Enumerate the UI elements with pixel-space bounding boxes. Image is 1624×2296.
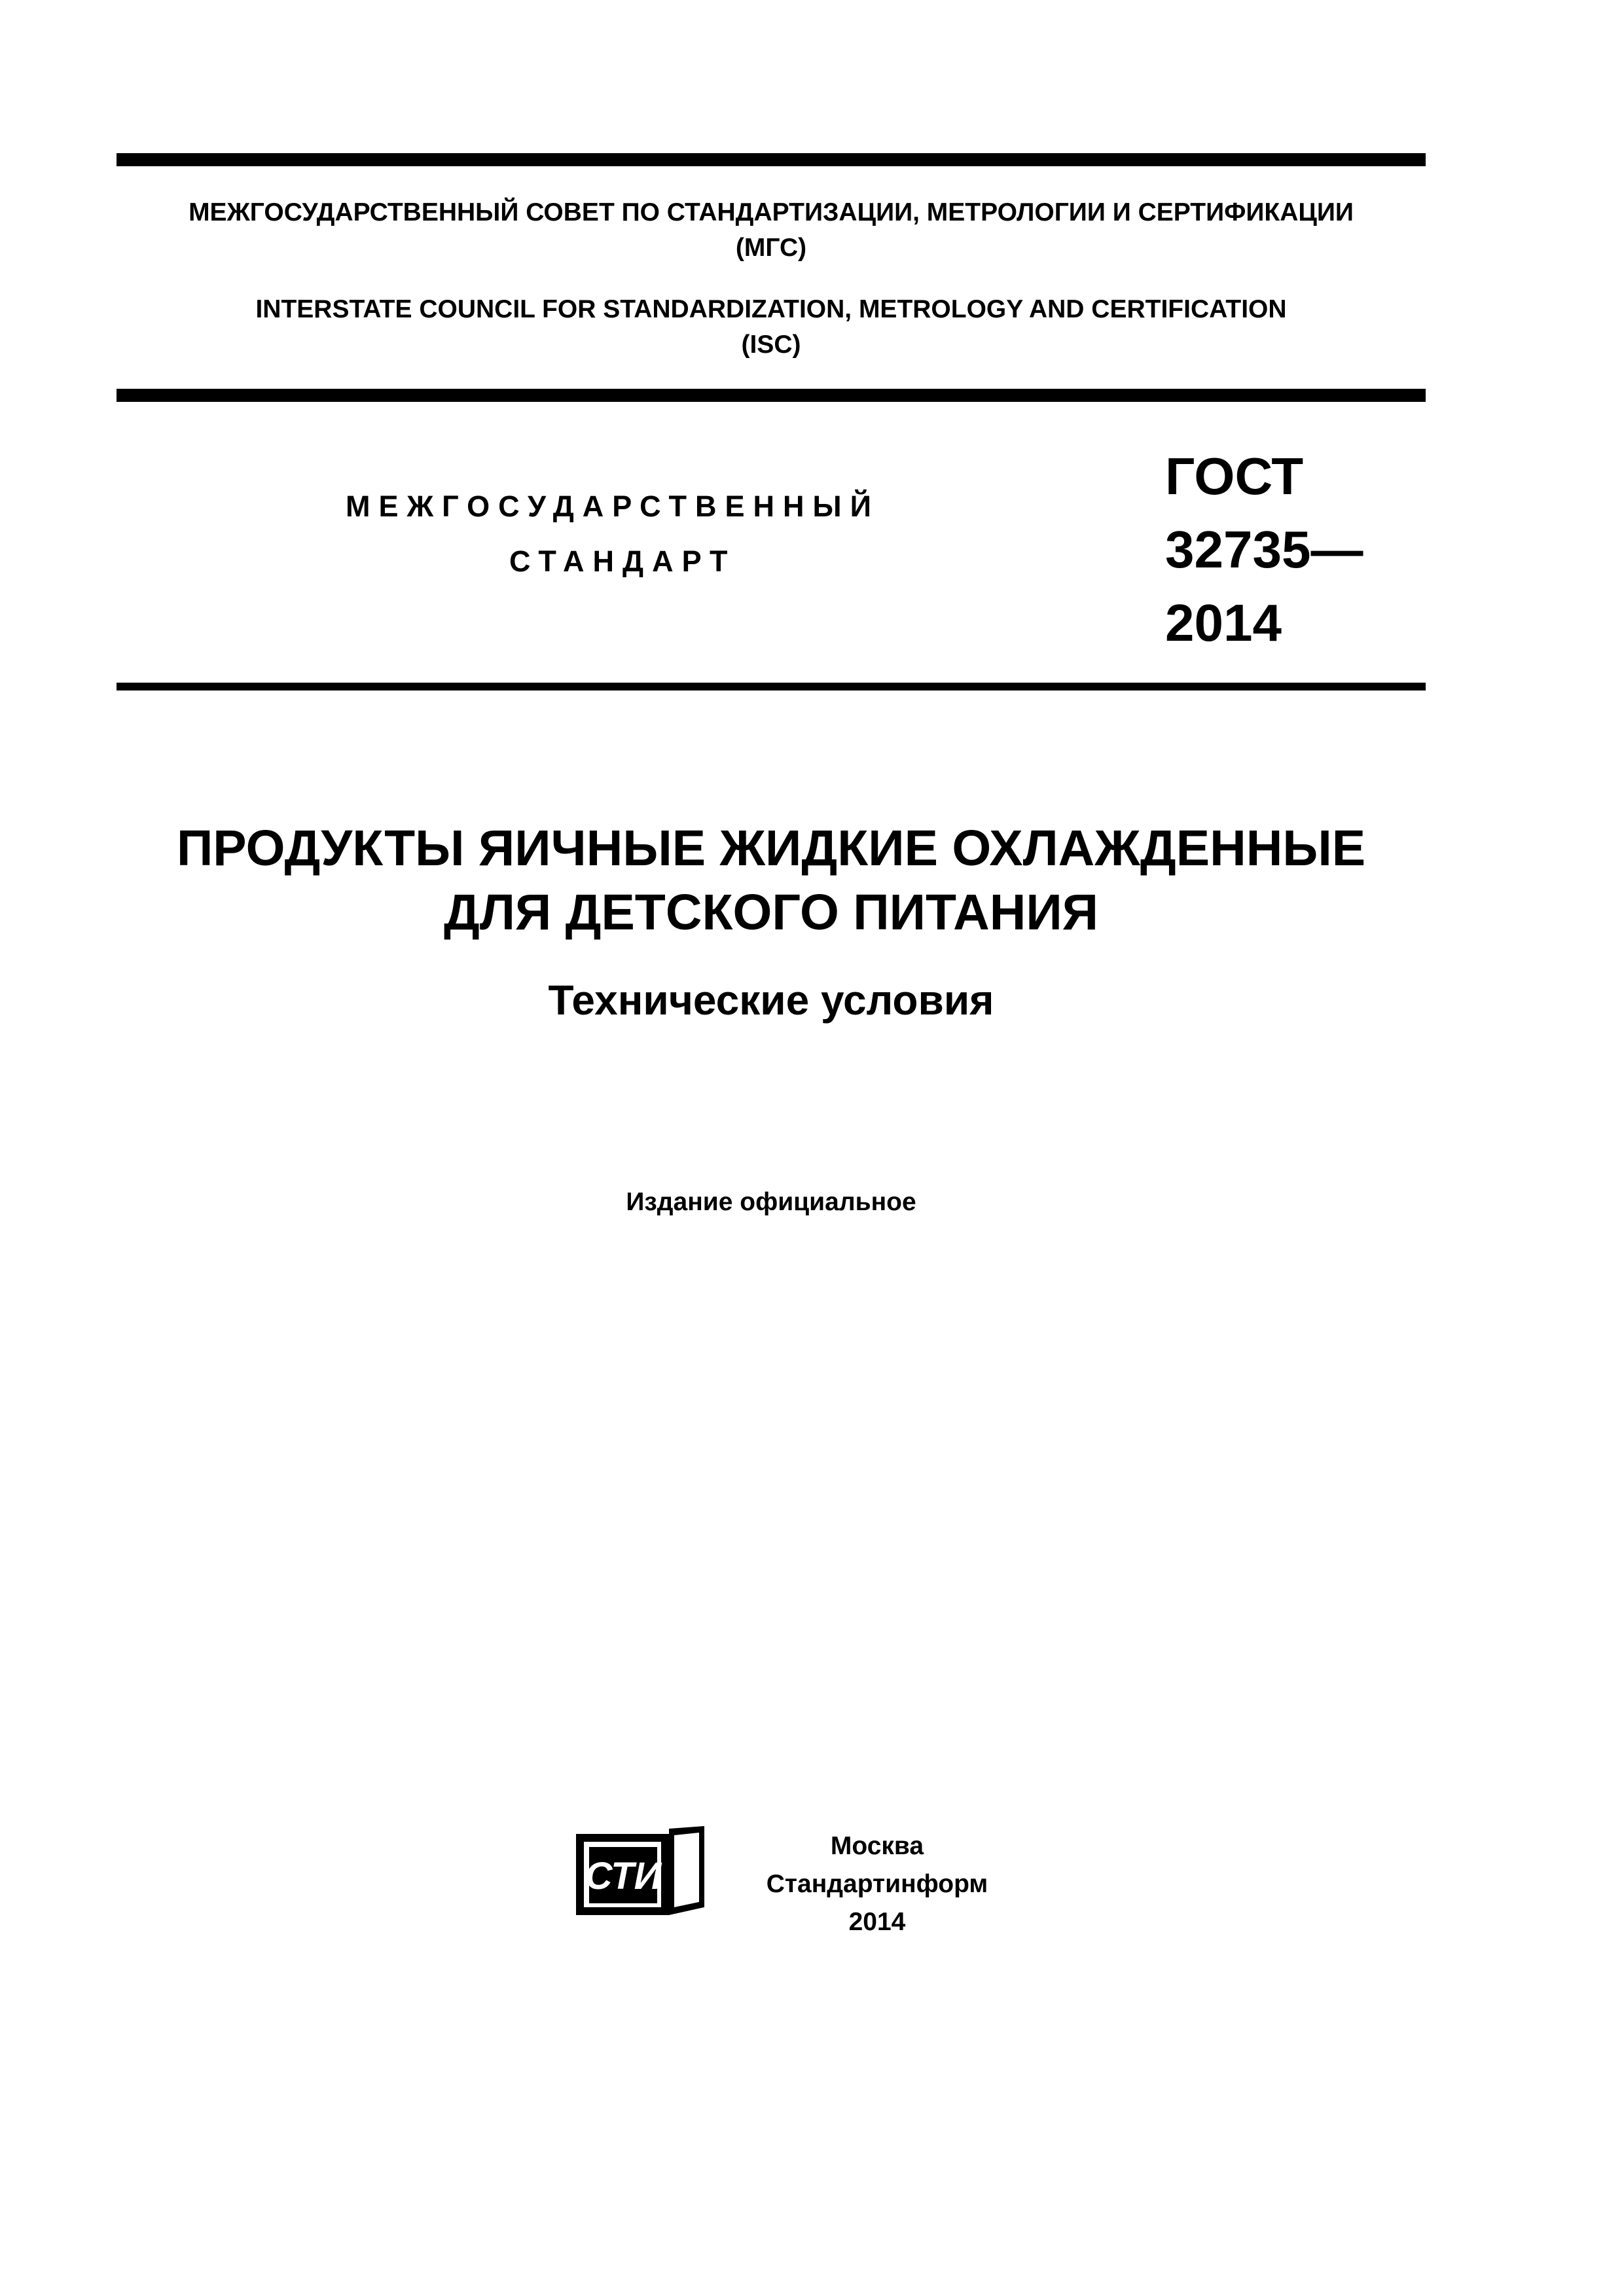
document-title-line1: ПРОДУКТЫ ЯИЧНЫЕ ЖИДКИЕ ОХЛАЖДЕННЫЕ <box>176 820 1366 876</box>
council-name-ru-line1: МЕЖГОСУДАРСТВЕННЫЙ СОВЕТ ПО СТАНДАРТИЗАЦИИ, МЕТРОЛОГИИ И СЕРТИФИКАЦИИ <box>189 198 1354 226</box>
publisher-name: Стандартинформ <box>766 1870 988 1898</box>
publication-year: 2014 <box>848 1908 906 1936</box>
council-name-en <box>117 292 1426 363</box>
designation-year: 2014 <box>1165 594 1282 652</box>
council-abbr-en: (ISC) <box>741 331 801 359</box>
publisher-city: Москва <box>830 1832 924 1860</box>
designation-number: 32735— <box>1165 520 1363 579</box>
document-title-line2: ДЛЯ ДЕТСКОГО ПИТАНИЯ <box>443 884 1099 941</box>
council-name-ru <box>117 195 1426 266</box>
standard-type-line1: МЕЖГОСУДАРСТВЕННЫЙ <box>346 490 880 523</box>
middle-divider <box>117 389 1426 402</box>
bottom-divider <box>117 683 1426 691</box>
council-name-en-line1: INTERSTATE COUNCIL FOR STANDARDIZATION, METROLOGY AND CERTIFICATION <box>255 295 1287 323</box>
top-divider <box>117 153 1426 166</box>
council-abbr-ru: (МГС) <box>735 234 807 262</box>
designation-gost: ГОСТ <box>1165 447 1304 505</box>
standartinform-logo-icon <box>576 1826 707 1931</box>
standard-type-line2: СТАНДАРТ <box>509 545 736 578</box>
document-subtitle: Технические условия <box>548 977 994 1024</box>
edition-note: Издание официальное <box>626 1188 916 1216</box>
logo-lettering: СТИ <box>585 1855 662 1897</box>
